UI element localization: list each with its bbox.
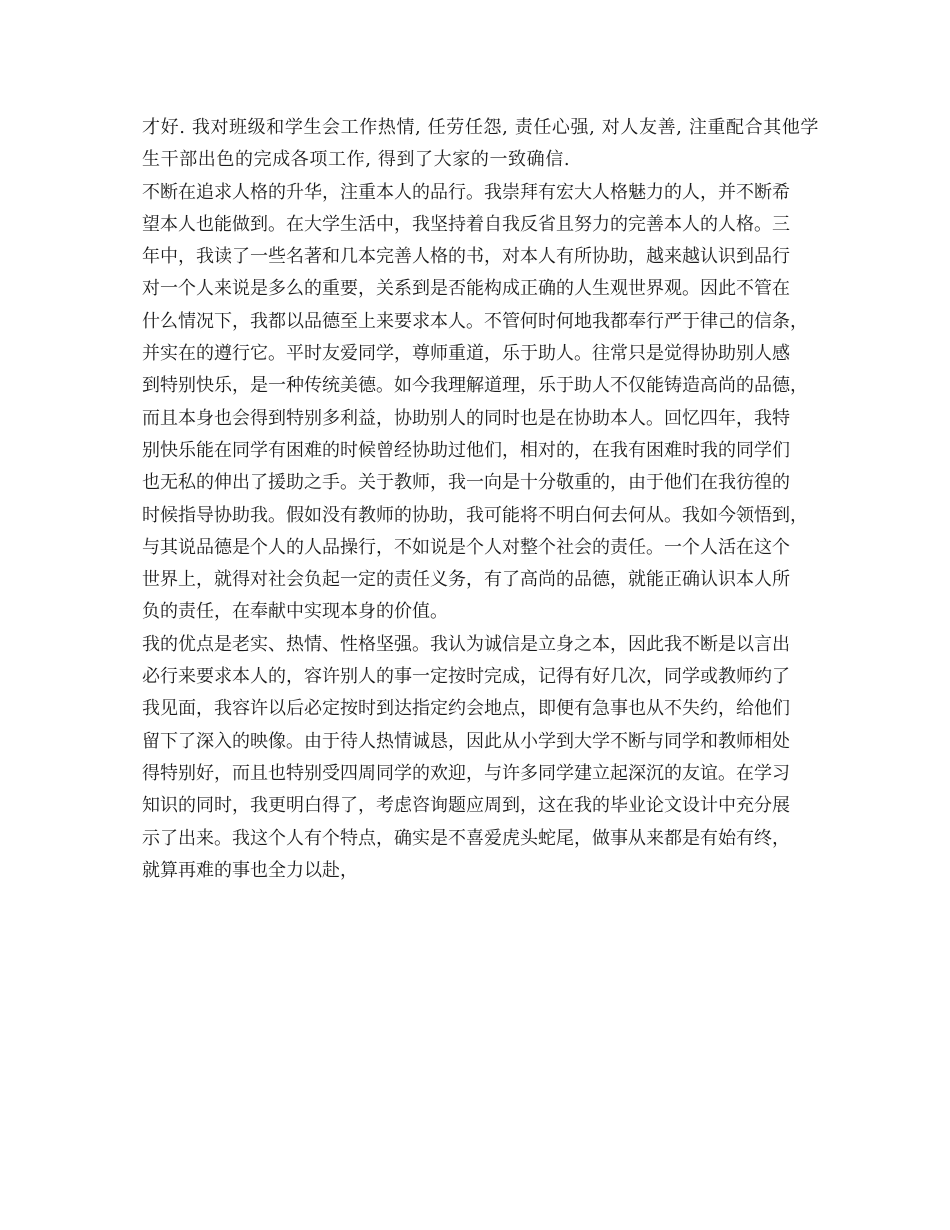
paragraph-1: [142, 112, 832, 177]
document-body: [142, 112, 832, 887]
text-line: 什么情况下，我都以品德至上来要求本人。不管何时何地我都奉行严于律己的信条，: [142, 310, 808, 332]
text-line: 对一个人来说是多么的重要，关系到是否能构成正确的人生观世界观。因此不管在: [142, 278, 790, 300]
text-line: 而且本身也会得到特别多利益，协助别人的同时也是在协助本人。回忆四年，我特: [142, 407, 790, 429]
text-line: 就算再难的事也全力以赴，: [142, 859, 358, 881]
text-line: 也无私的伸出了援助之手。关于教师，我一向是十分敬重的，由于他们在我彷徨的: [142, 472, 790, 494]
text-line: 不断在追求人格的升华，注重本人的品行。我崇拜有宏大人格魅力的人，并不断希: [142, 181, 790, 203]
text-line: 望本人也能做到。在大学生活中，我坚持着自我反省且努力的完善本人的人格。三: [142, 213, 790, 235]
text-line: 到特别快乐，是一种传统美德。如今我理解道理，乐于助人不仅能铸造高尚的品德，: [142, 375, 808, 397]
text-line: 并实在的遵行它。平时友爱同学，尊师重道，乐于助人。往常只是觉得协助别人感: [142, 343, 790, 365]
text-line: 世界上，就得对社会负起一定的责任义务，有了高尚的品德，就能正确认识本人所: [142, 569, 790, 591]
text-line: 知识的同时，我更明白得了，考虑咨询题应周到，这在我的毕业论文设计中充分展: [142, 795, 790, 817]
text-line: 我见面，我容许以后必定按时到达指定约会地点，即便有急事也从不失约，给他们: [142, 698, 790, 720]
text-line: 才好. 我对班级和学生会工作热情, 任劳任怨, 责任心强, 对人友善, 注重配合其他学: [142, 117, 820, 138]
text-line: 生干部出色的完成各项工作, 得到了大家的一致确信.: [142, 149, 571, 171]
text-line: 与其说品德是个人的人品操行，不如说是个人对整个社会的责任。一个人活在这个: [142, 536, 790, 558]
text-line: 时候指导协助我。假如没有教师的协助，我可能将不明白何去何从。我如今领悟到，: [142, 504, 808, 526]
paragraph-3: [142, 629, 832, 887]
paragraph-2: [142, 177, 832, 629]
text-line: 负的责任，在奉献中实现本身的价值。: [142, 601, 448, 623]
text-line: 得特别好，而且也特别受四周同学的欢迎，与许多同学建立起深沉的友谊。在学习: [142, 762, 790, 784]
text-line: 别快乐能在同学有困难的时候曾经协助过他们，相对的，在我有困难时我的同学们: [142, 439, 790, 461]
text-line: 示了出来。我这个人有个特点，确实是不喜爱虎头蛇尾，做事从来都是有始有终，: [142, 827, 790, 849]
text-line: 留下了深入的映像。由于待人热情诚恳，因此从小学到大学不断与同学和教师相处: [142, 730, 790, 752]
text-line: 必行来要求本人的，容许别人的事一定按时完成，记得有好几次，同学或教师约了: [142, 666, 790, 688]
text-line: 年中，我读了一些名著和几本完善人格的书，对本人有所协助，越来越认识到品行: [142, 246, 790, 268]
text-line: 我的优点是老实、热情、性格坚强。我认为诚信是立身之本，因此我不断是以言出: [142, 633, 790, 655]
